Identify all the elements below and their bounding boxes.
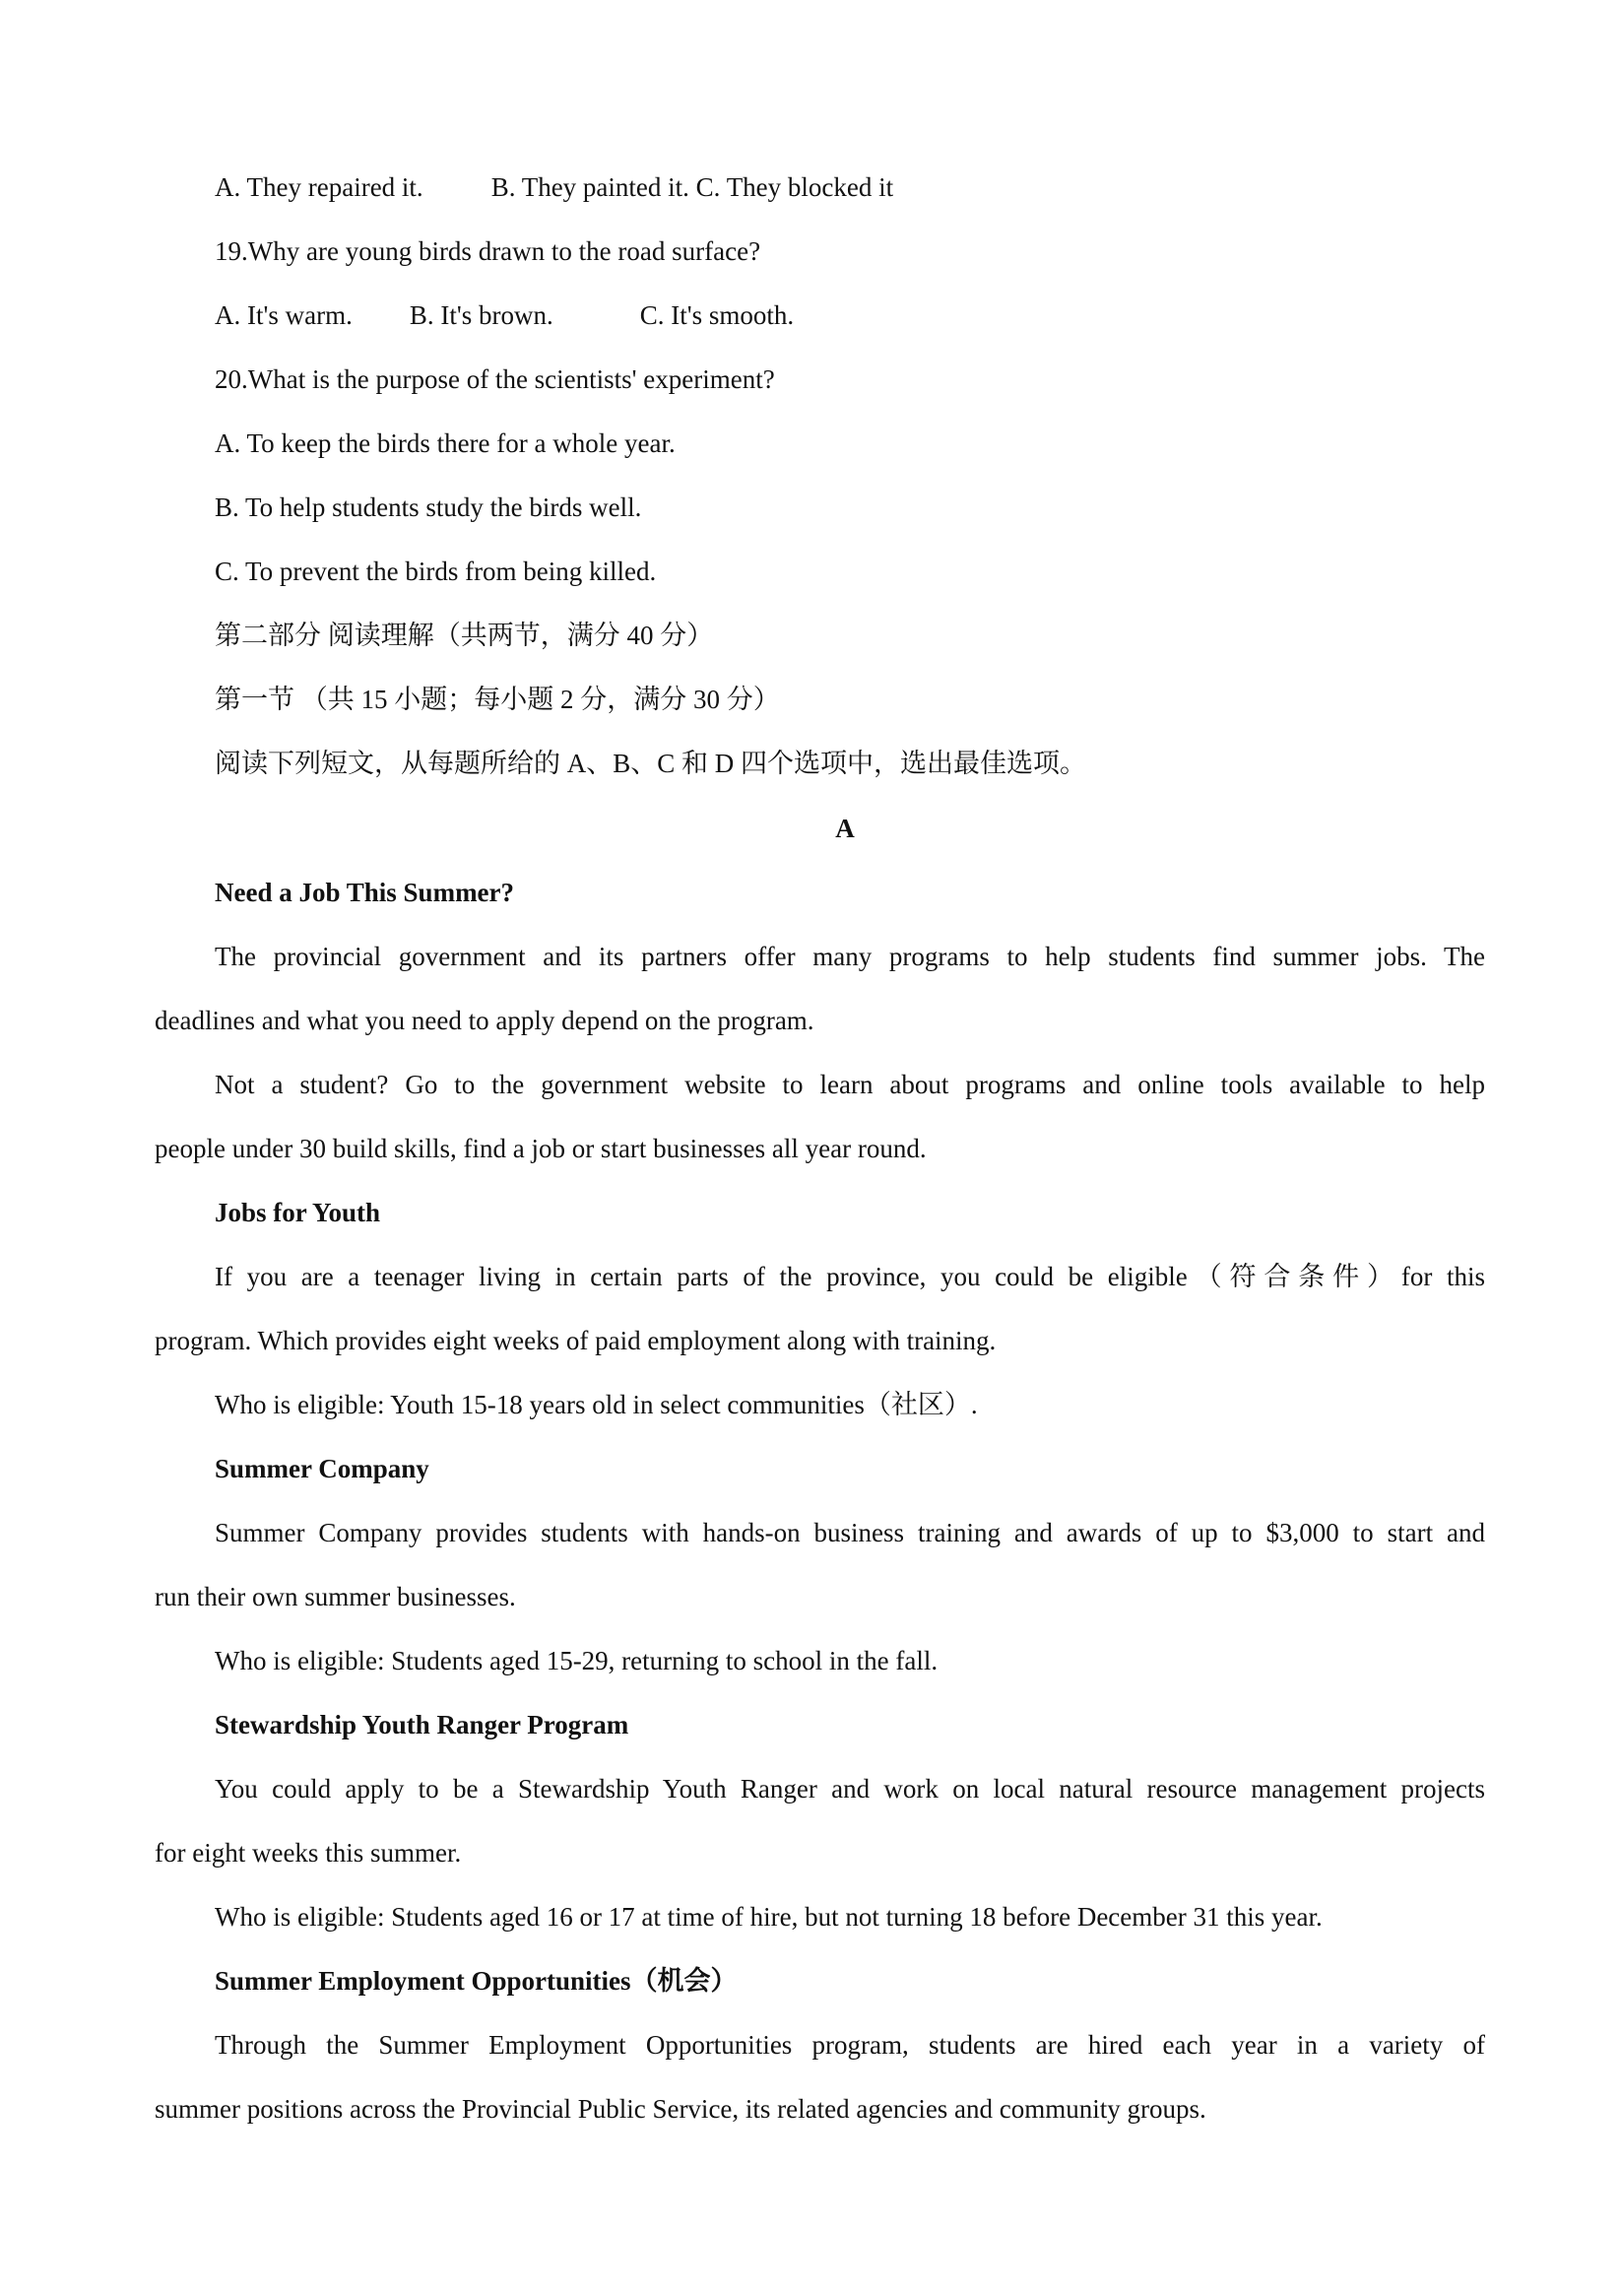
company-heading: Summer Company xyxy=(215,1454,429,1483)
q19-question: 19.Why are young birds drawn to the road surface? xyxy=(215,236,761,266)
q20-option-c: C. To prevent the birds from being killed. xyxy=(215,557,657,586)
q20-question: 20.What is the purpose of the scientists' experiment? xyxy=(215,364,775,394)
p1-line-1: The provincial government and its partners offer many programs to help students find summer jobs. The xyxy=(215,942,1485,971)
ranger-line-1: You could apply to be a Stewardship Youth Ranger and work on local natural resource management projects xyxy=(215,1774,1485,1804)
ranger-line-2: for eight weeks this summer. xyxy=(155,1838,462,1868)
q18-option-b: B. They painted it. xyxy=(490,172,689,202)
seo-heading: Summer Employment Opportunities（机会） xyxy=(215,1966,738,1996)
p2-line-2: people under 30 build skills, find a job or start businesses all year round. xyxy=(155,1134,927,1163)
company-line-2: run their own summer businesses. xyxy=(155,1582,516,1611)
jobs-line-2: program. Which provides eight weeks of paid employment along with training. xyxy=(155,1326,997,1355)
passage-label: A xyxy=(835,814,855,843)
p1-line-2: deadlines and what you need to apply depend on the program. xyxy=(155,1006,814,1035)
company-eligible: Who is eligible: Students aged 15-29, returning to school in the fall. xyxy=(215,1646,939,1675)
section2-title: 第二部分 阅读理解（共两节，满分 40 分） xyxy=(215,621,714,650)
passage-title: Need a Job This Summer? xyxy=(215,878,515,907)
company-line-1: Summer Company provides students with hands-on business training and awards of up to $3,000 to start and xyxy=(215,1518,1485,1547)
q19-option-b: B. It's brown. xyxy=(409,300,553,330)
seo-line-2: summer positions across the Provincial Public Service, its related agencies and community groups. xyxy=(155,2094,1206,2124)
q18-option-a: A. They repaired it. xyxy=(215,172,423,202)
q18-options xyxy=(215,170,1485,204)
q20-option-a: A. To keep the birds there for a whole year. xyxy=(215,428,676,458)
jobs-heading: Jobs for Youth xyxy=(215,1198,381,1227)
ranger-heading: Stewardship Youth Ranger Program xyxy=(215,1710,629,1739)
q19-options xyxy=(215,298,1485,332)
q19-option-a: A. It's warm. xyxy=(215,300,353,330)
p2-line-1: Not a student? Go to the government website to learn about programs and online tools available to help xyxy=(215,1070,1485,1099)
q19-option-c: C. It's smooth. xyxy=(639,300,795,330)
ranger-eligible: Who is eligible: Students aged 16 or 17 at time of hire, but not turning 18 before December 31 this year. xyxy=(215,1902,1323,1932)
section2-instruction: 阅读下列短文，从每题所给的 A、B、C 和 D 四个选项中，选出最佳选项。 xyxy=(215,749,1087,778)
section2-part1: 第一节 （共 15 小题；每小题 2 分，满分 30 分） xyxy=(215,685,780,714)
jobs-line-1: If you are a teenager living in certain parts of the province, you could be eligible（符合条件）for this xyxy=(215,1262,1485,1291)
q18-option-c: C. They blocked it xyxy=(695,172,894,202)
q20-option-b: B. To help students study the birds well. xyxy=(215,492,642,522)
jobs-eligible: Who is eligible: Youth 15-18 years old in select communities（社区）. xyxy=(215,1390,978,1419)
seo-line-1: Through the Summer Employment Opportunities program, students are hired each year in a variety of xyxy=(215,2030,1485,2060)
